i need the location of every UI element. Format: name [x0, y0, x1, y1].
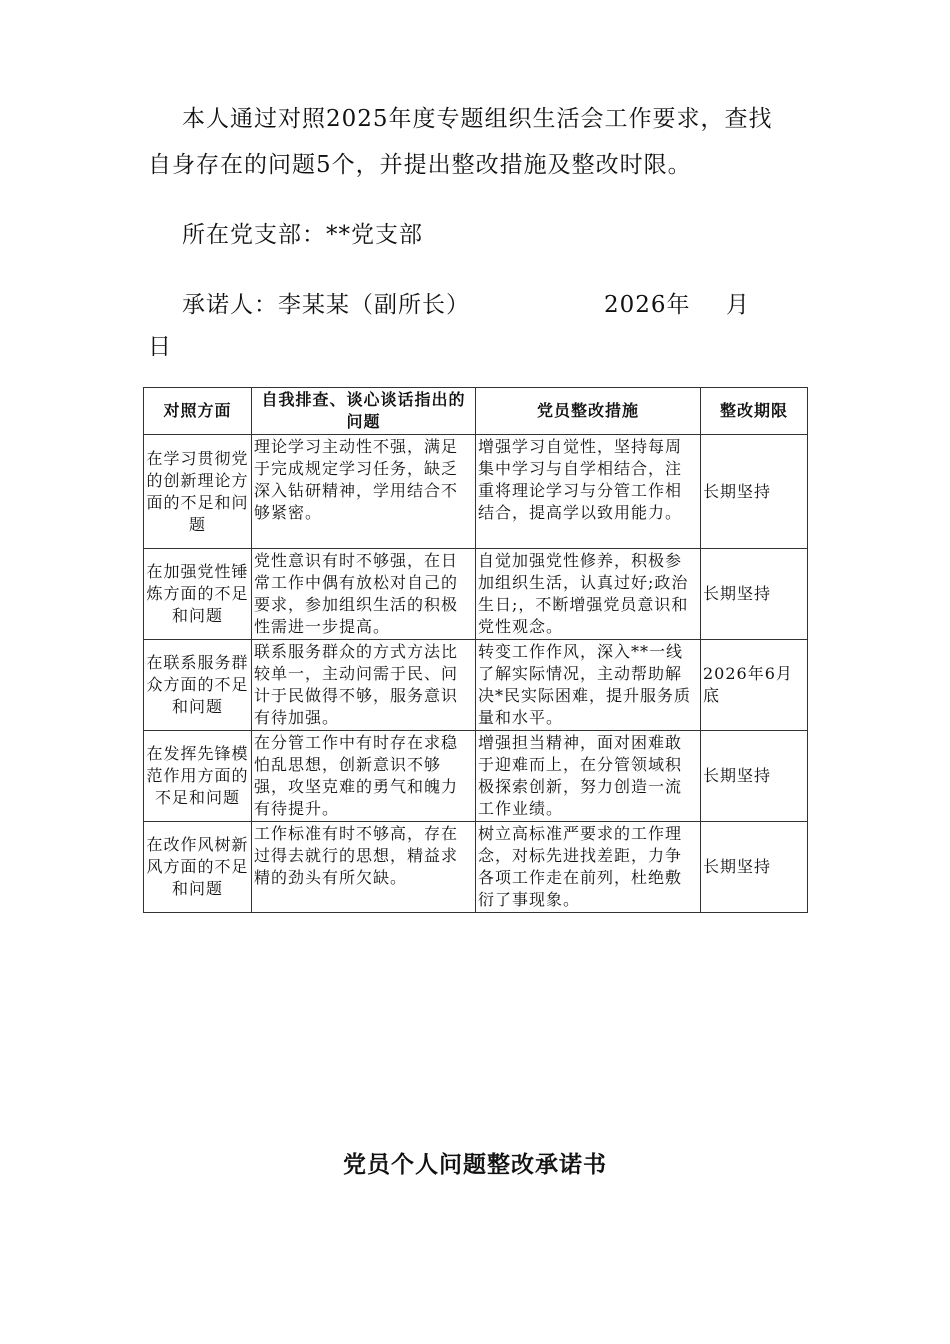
intro-line-1: 本人通过对照2025年度专题组织生活会工作要求，查找	[182, 106, 773, 132]
cell-problem: 工作标准有时不够高，存在过得去就行的思想，精益求精的劲头有所欠缺。	[252, 822, 476, 913]
table-row	[144, 549, 808, 640]
table-row	[144, 640, 808, 731]
cell-problem: 在分管工作中有时存在求稳怕乱思想，创新意识不够强，攻坚克难的勇气和魄力有待提升。	[252, 731, 476, 822]
header-problem: 自我排查、谈心谈话指出的问题	[252, 388, 476, 435]
party-branch: 所在党支部：**党支部	[182, 222, 423, 248]
intro-line-2: 自身存在的问题5个，并提出整改措施及整改时限。	[148, 152, 692, 178]
signature-year: 2026年	[604, 292, 691, 318]
table-header-row	[144, 388, 808, 435]
signature-month: 月	[726, 292, 750, 318]
cell-problem: 联系服务群众的方式方法比较单一，主动问需于民、问计于民做得不够，服务意识有待加强。	[252, 640, 476, 731]
cell-measure: 增强担当精神，面对困难敢于迎难而上，在分管领域积极探索创新，努力创造一流工作业绩。	[476, 731, 701, 822]
cell-aspect: 在联系服务群众方面的不足和问题	[144, 640, 252, 731]
cell-deadline: 长期坚持	[701, 435, 808, 549]
table-row	[144, 822, 808, 913]
table-row	[144, 731, 808, 822]
cell-problem: 理论学习主动性不强，满足于完成规定学习任务，缺乏深入钻研精神，学用结合不够紧密。	[252, 435, 476, 549]
header-measure: 党员整改措施	[476, 388, 701, 435]
cell-measure: 转变工作作风，深入**一线了解实际情况，主动帮助解决*民实际困难，提升服务质量和水平。	[476, 640, 701, 731]
header-aspect: 对照方面	[144, 388, 252, 435]
header-deadline: 整改期限	[701, 388, 808, 435]
cell-deadline: 长期坚持	[701, 549, 808, 640]
cell-measure: 树立高标准严要求的工作理念，对标先进找差距，力争各项工作走在前列，杜绝敷衍了事现象。	[476, 822, 701, 913]
document-title: 党员个人问题整改承诺书	[343, 1152, 607, 1178]
cell-measure: 增强学习自觉性，坚持每周集中学习与自学相结合，注重将理论学习与分管工作相结合，提高学以致用能力。	[476, 435, 701, 549]
cell-problem: 党性意识有时不够强，在日常工作中偶有放松对自己的要求，参加组织生活的积极性需进一步提高。	[252, 549, 476, 640]
rectification-table	[143, 387, 808, 913]
cell-aspect: 在发挥先锋模范作用方面的不足和问题	[144, 731, 252, 822]
cell-deadline: 长期坚持	[701, 822, 808, 913]
signatory: 承诺人：李某某（副所长）	[182, 292, 470, 318]
cell-aspect: 在改作风树新风方面的不足和问题	[144, 822, 252, 913]
cell-deadline: 2026年6月底	[701, 640, 808, 731]
cell-aspect: 在学习贯彻党的创新理论方面的不足和问题	[144, 435, 252, 549]
table-row	[144, 435, 808, 549]
cell-deadline: 长期坚持	[701, 731, 808, 822]
signature-day: 日	[148, 334, 172, 360]
cell-aspect: 在加强党性锤炼方面的不足和问题	[144, 549, 252, 640]
cell-measure: 自觉加强党性修养，积极参加组织生活，认真过好;政治生日;，不断增强党员意识和党性观念。	[476, 549, 701, 640]
